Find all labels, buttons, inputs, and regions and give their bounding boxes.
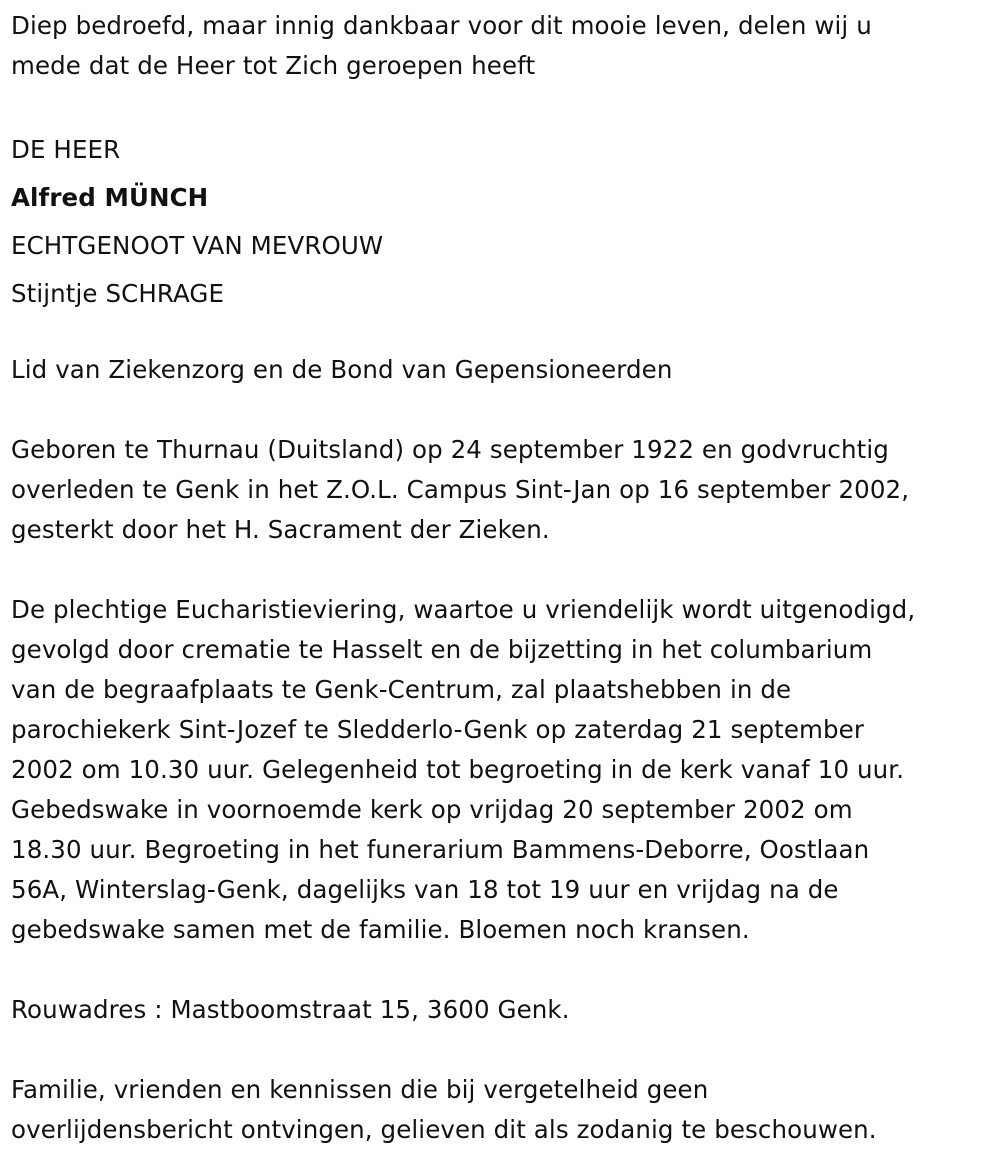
- ceremony-line: 56A, Winterslag-Genk, dagelijks van 18 tot 19 uur en vrijdag na de: [11, 875, 839, 904]
- spacer: [11, 318, 1000, 350]
- intro-line: mede dat de Heer tot Zich geroepen heeft: [11, 51, 536, 80]
- intro-line: Diep bedroefd, maar innig dankbaar voor dit mooie leven, delen wij u: [11, 11, 872, 40]
- spacer: [11, 950, 1000, 990]
- life-line: gesterkt door het H. Sacrament der Zieken.: [11, 515, 550, 544]
- spacer: [11, 390, 1000, 430]
- spacer: [11, 550, 1000, 590]
- life-line: overleden te Genk in het Z.O.L. Campus Sint-Jan op 16 september 2002,: [11, 475, 910, 504]
- address-paragraph: [11, 990, 1000, 1030]
- membership-paragraph: [11, 350, 1000, 390]
- spacer: [11, 86, 1000, 126]
- ceremony-line: van de begraafplaats te Genk-Centrum, zal plaatshebben in de: [11, 675, 792, 704]
- membership-line: Lid van Ziekenzorg en de Bond van Gepensioneerden: [11, 355, 673, 384]
- deceased-title: DE HEER: [11, 135, 121, 164]
- deceased-block: [11, 126, 1000, 318]
- life-paragraph: [11, 430, 1000, 550]
- closing-line: Familie, vrienden en kennissen die bij vergetelheid geen: [11, 1075, 709, 1104]
- mourning-address: Rouwadres : Mastboomstraat 15, 3600 Genk.: [11, 995, 570, 1024]
- spacer: [11, 1030, 1000, 1070]
- deceased-relation: ECHTGENOOT VAN MEVROUW: [11, 231, 384, 260]
- ceremony-line: De plechtige Eucharistieviering, waartoe u vriendelijk wordt uitgenodigd,: [11, 595, 916, 624]
- deceased-name: Alfred MÜNCH: [11, 183, 209, 212]
- intro-paragraph: [11, 6, 1000, 86]
- closing-paragraph: [11, 1070, 1000, 1150]
- closing-line: overlijdensbericht ontvingen, gelieven dit als zodanig te beschouwen.: [11, 1115, 877, 1144]
- ceremony-line: gevolgd door crematie te Hasselt en de bijzetting in het columbarium: [11, 635, 873, 664]
- ceremony-line: 18.30 uur. Begroeting in het funerarium Bammens-Deborre, Oostlaan: [11, 835, 870, 864]
- ceremony-line: parochiekerk Sint-Jozef te Sledderlo-Genk op zaterdag 21 september: [11, 715, 864, 744]
- ceremony-line: Gebedswake in voornoemde kerk op vrijdag 20 september 2002 om: [11, 795, 853, 824]
- ceremony-paragraph: [11, 590, 1000, 950]
- ceremony-line: gebedswake samen met de familie. Bloemen noch kransen.: [11, 915, 750, 944]
- spouse-name: Stijntje SCHRAGE: [11, 279, 225, 308]
- life-line: Geboren te Thurnau (Duitsland) op 24 september 1922 en godvruchtig: [11, 435, 889, 464]
- ceremony-line: 2002 om 10.30 uur. Gelegenheid tot begroeting in de kerk vanaf 10 uur.: [11, 755, 905, 784]
